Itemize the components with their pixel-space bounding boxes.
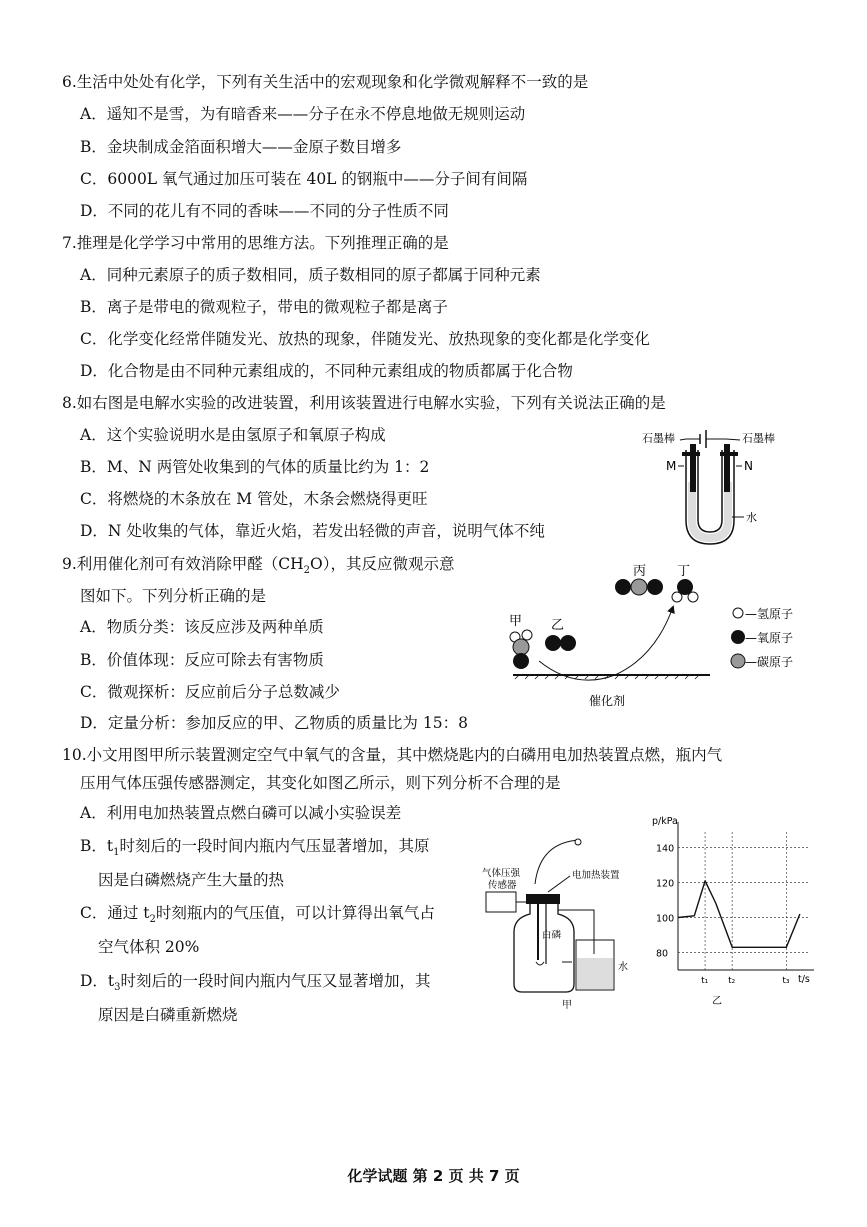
q8-option-b: B．M、N 两管处收集到的气体的质量比约为 1：2 (80, 458, 430, 476)
x-tick-label-0: t₁ (701, 976, 709, 986)
q6-option-c: C．6000L 氧气通过加压可装在 40L 的钢瓶中——分子间有间隔 (80, 170, 528, 188)
q6-stem: 6.生活中处处有化学，下列有关生活中的宏观现象和化学微观解释不一致的是 (62, 73, 589, 91)
legend-hydrogen-icon (733, 608, 743, 618)
y-tick-label-100: 100 (656, 913, 675, 925)
q10-option-a: A．利用电加热装置点燃白磷可以减小实验误差 (80, 804, 402, 822)
q7-option-d: D．化合物是由不同种元素组成的，不同种元素组成的物质都属于化合物 (80, 362, 573, 380)
sensor-label-2: 传感器 (488, 880, 517, 891)
q10-stem: 10.小文用图甲所示装置测定空气中氧气的含量，其中燃烧匙内的白磷用电加热装置点燃，瓶内气 (62, 746, 723, 764)
phosphorus-label: 白磷 (542, 930, 562, 941)
legend-hydrogen: —氢原子 (745, 607, 794, 621)
sensor-label-1: 气体压强 (482, 868, 521, 879)
legend-oxygen-icon (731, 630, 745, 644)
right-graphite-rod (724, 444, 730, 492)
q9-option-b: B．价值体现：反应可除去有害物质 (80, 651, 324, 669)
electrolysis-figure (640, 422, 790, 552)
q8-option-d: D．N 处收集的气体，靠近火焰，若发出轻微的声音，说明气体不纯 (80, 522, 545, 540)
water-label: 水 (746, 511, 757, 524)
page-footer: 化学试题 第 2 页 共 7 页 (347, 1167, 520, 1185)
heater-label: 电加热装置 (572, 870, 620, 881)
n-label: N (744, 459, 753, 473)
figure-yi-caption: 乙 (712, 996, 722, 1007)
q10-option-c-line2: 空气体积 20% (98, 938, 200, 956)
q6-option-a: A．遥知不是雪，为有暗香来——分子在永不停息地做无规则运动 (80, 105, 526, 123)
m-label: M (666, 459, 677, 473)
q6-option-d: D．不同的花儿有不同的香味——不同的分子性质不同 (80, 202, 449, 220)
q8-option-a: A．这个实验说明水是由氢原子和氧原子构成 (80, 426, 386, 444)
pressure-sensor (486, 892, 516, 912)
jia-label: 甲 (509, 614, 523, 629)
q9-stem-line2: 图如下。下列分析正确的是 (80, 587, 267, 605)
chart-xlabel: t/s (798, 974, 810, 985)
ding-label: 丁 (677, 564, 691, 579)
pressure-line (678, 881, 800, 948)
left-electrode-label: 石墨棒 (642, 432, 675, 445)
right-electrode-label: 石墨棒 (742, 432, 775, 445)
x-tick-label-1: t₂ (728, 976, 736, 986)
q9-option-d: D．定量分析：参加反应的甲、乙物质的质量比为 15：8 (80, 714, 468, 732)
q8-stem: 8.如右图是电解水实验的改进装置，利用该装置进行电解水实验，下列有关说法正确的是 (62, 394, 666, 412)
legend-oxygen: —氧原子 (745, 631, 794, 645)
catalyst-diagram (505, 555, 815, 715)
q10-option-d: D．$t_3$时刻后的一段时间内瓶内气压又显著增加，其 (80, 972, 431, 994)
q10-option-c: C．通过 $t_2$时刻瓶内的气压值，可以计算得出氧气占 (80, 904, 435, 926)
q8-option-c: C．将燃烧的木条放在 M 管处，木条会燃烧得更旺 (80, 490, 428, 508)
beaker-water-label: 水 (618, 962, 628, 973)
q9-option-c: C．微观探析：反应前后分子总数减少 (80, 683, 340, 701)
y-tick-label-120: 120 (656, 878, 675, 890)
y-tick-label-80: 80 (656, 948, 669, 960)
chart-ylabel: p/kPa (652, 816, 678, 827)
apparatus-figure (480, 832, 645, 1012)
left-graphite-rod (690, 444, 696, 492)
legend-carbon: —碳原子 (745, 655, 794, 669)
pressure-chart (650, 810, 820, 1010)
legend-carbon-icon (731, 654, 745, 668)
q7-option-c: C．化学变化经常伴随发光、放热的现象，伴随发光、放热现象的变化都是化学变化 (80, 330, 650, 348)
q10-option-b: B．$t_1$时刻后的一段时间内瓶内气压显著增加，其原 (80, 837, 430, 859)
x-tick-label-2: t₃ (782, 976, 790, 986)
catalyst-label: 催化剂 (589, 694, 626, 708)
q7-option-a: A．同种元素原子的质子数相同，质子数相同的原子都属于同种元素 (80, 266, 541, 284)
q10-option-d-line2: 原因是白磷重新燃烧 (98, 1006, 238, 1024)
bing-label: 丙 (633, 564, 647, 579)
q9-stem: 9.利用催化剂可有效消除甲醛$(CH_2O)$，其反应微观示意 (62, 555, 455, 577)
q10-option-b-line2: 因是白磷燃烧产生大量的热 (98, 871, 285, 889)
q6-option-b: B．金块制成金箔面积增大——金原子数目增多 (80, 138, 402, 156)
q10-stem-line2: 压用气体压强传感器测定，其变化如图乙所示，则下列分析不合理的是 (80, 774, 561, 792)
q9-option-a: A．物质分类：该反应涉及两种单质 (80, 618, 324, 636)
yi-label: 乙 (551, 618, 565, 633)
y-tick-label-140: 140 (656, 843, 675, 855)
q7-option-b: B．离子是带电的微观粒子，带电的微观粒子都是离子 (80, 298, 448, 316)
figure-jia-caption: 甲 (562, 1000, 572, 1011)
q7-stem: 7.推理是化学学习中常用的思维方法。下列推理正确的是 (62, 234, 449, 252)
